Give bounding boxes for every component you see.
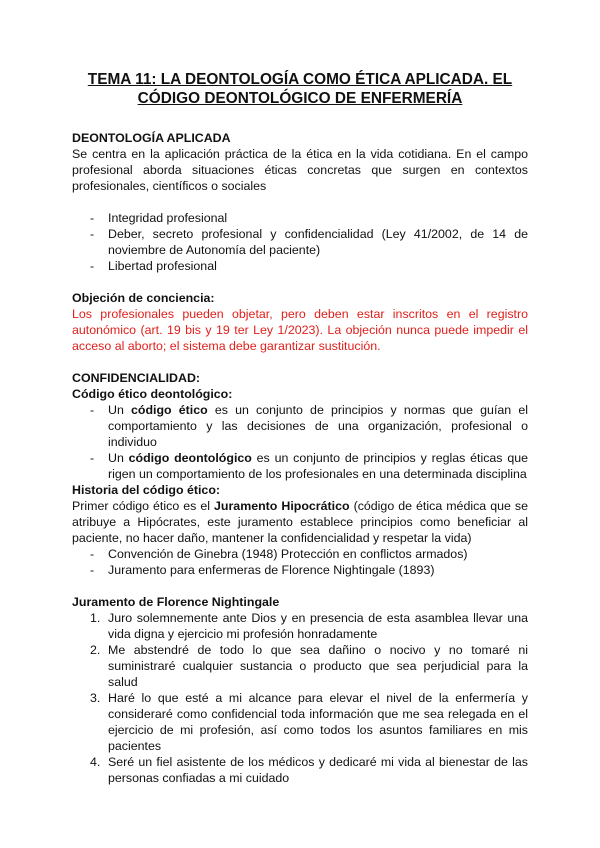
page-title: TEMA 11: LA DEONTOLOGÍA COMO ÉTICA APLICADA. EL CÓDIGO DEONTOLÓGICO DE ENFERMERÍA xyxy=(87,71,513,107)
section-text-objecion: Los profesionales pueden objetar, pero deben estar inscritos en el registro autonómico (art. 19 bis y 19 ter Ley 1/2023). La objeción nunca puede impedir el acceso al aborto; el sistema debe garantizar sustitución. xyxy=(72,307,528,353)
historia-list xyxy=(72,546,528,578)
list-item: - Deber, secreto profesional y confidencialidad (Ley 41/2002, de 14 de noviembre de Autonomía del paciente) xyxy=(90,227,528,257)
subheading-codigo-etico: Código ético deontológico: xyxy=(72,387,233,401)
definitions-list xyxy=(72,402,528,482)
list-item: - Juramento para enfermeras de Florence Nightingale (1893) xyxy=(90,563,435,577)
list-item: 1. Juro solemnemente ante Dios y en presencia de esta asamblea llevar una vida digna y ejercicio mi profesión honradamente xyxy=(90,611,528,641)
section-heading-objecion: Objeción de conciencia: xyxy=(72,291,215,305)
historia-text: Primer código ético es el Juramento Hipocrático (código de ética médica que se atribuye a Hipócrates, este juramento establece principios como beneficiar al paciente, no hacer daño, mantener la confidencialidad y respetar la vida) xyxy=(72,499,528,545)
section-heading-deontologia: DEONTOLOGÍA APLICADA xyxy=(72,131,231,145)
principles-list xyxy=(72,210,528,274)
list-item: 3. Haré lo que esté a mi alcance para elevar el nivel de la enfermería y consideraré como confidencial toda información que me sea relegada en el ejercicio de mi profesión, así como todos los asuntos familiares en mis pacientes xyxy=(90,691,528,753)
list-item: - Libertad profesional xyxy=(90,259,217,273)
document-page xyxy=(72,70,528,786)
section-text-deontologia: Se centra en la aplicación práctica de la ética en la vida cotidiana. En el campo profesional aborda situaciones éticas concretas que surgen en contextos profesionales, científicos o sociales xyxy=(72,147,528,193)
section-heading-confidencialidad: CONFIDENCIALIDAD: xyxy=(72,371,201,385)
list-item: - Integridad profesional xyxy=(90,211,228,225)
list-item: - Un código ético es un conjunto de principios y normas que guían el comportamiento y las decisiones de una organización, profesional o individuo xyxy=(90,403,528,449)
list-item: 4. Seré un fiel asistente de los médicos y dedicaré mi vida al bienestar de las personas confiadas a mi cuidado xyxy=(90,755,528,785)
list-item: - Convención de Ginebra (1948) Protección en conflictos armados) xyxy=(90,547,468,561)
juramento-list xyxy=(72,610,528,786)
list-item: - Un código deontológico es un conjunto de principios y reglas éticas que rigen un comportamiento de los profesionales en una determinada disciplina xyxy=(90,451,528,481)
list-item: 2. Me abstendré de todo lo que sea dañino o nocivo y no tomaré ni suministraré cualquier sustancia o producto que sea perjudicial para la salud xyxy=(90,643,528,689)
subheading-historia: Historia del código ético: xyxy=(72,483,221,497)
section-heading-juramento: Juramento de Florence Nightingale xyxy=(72,595,280,609)
